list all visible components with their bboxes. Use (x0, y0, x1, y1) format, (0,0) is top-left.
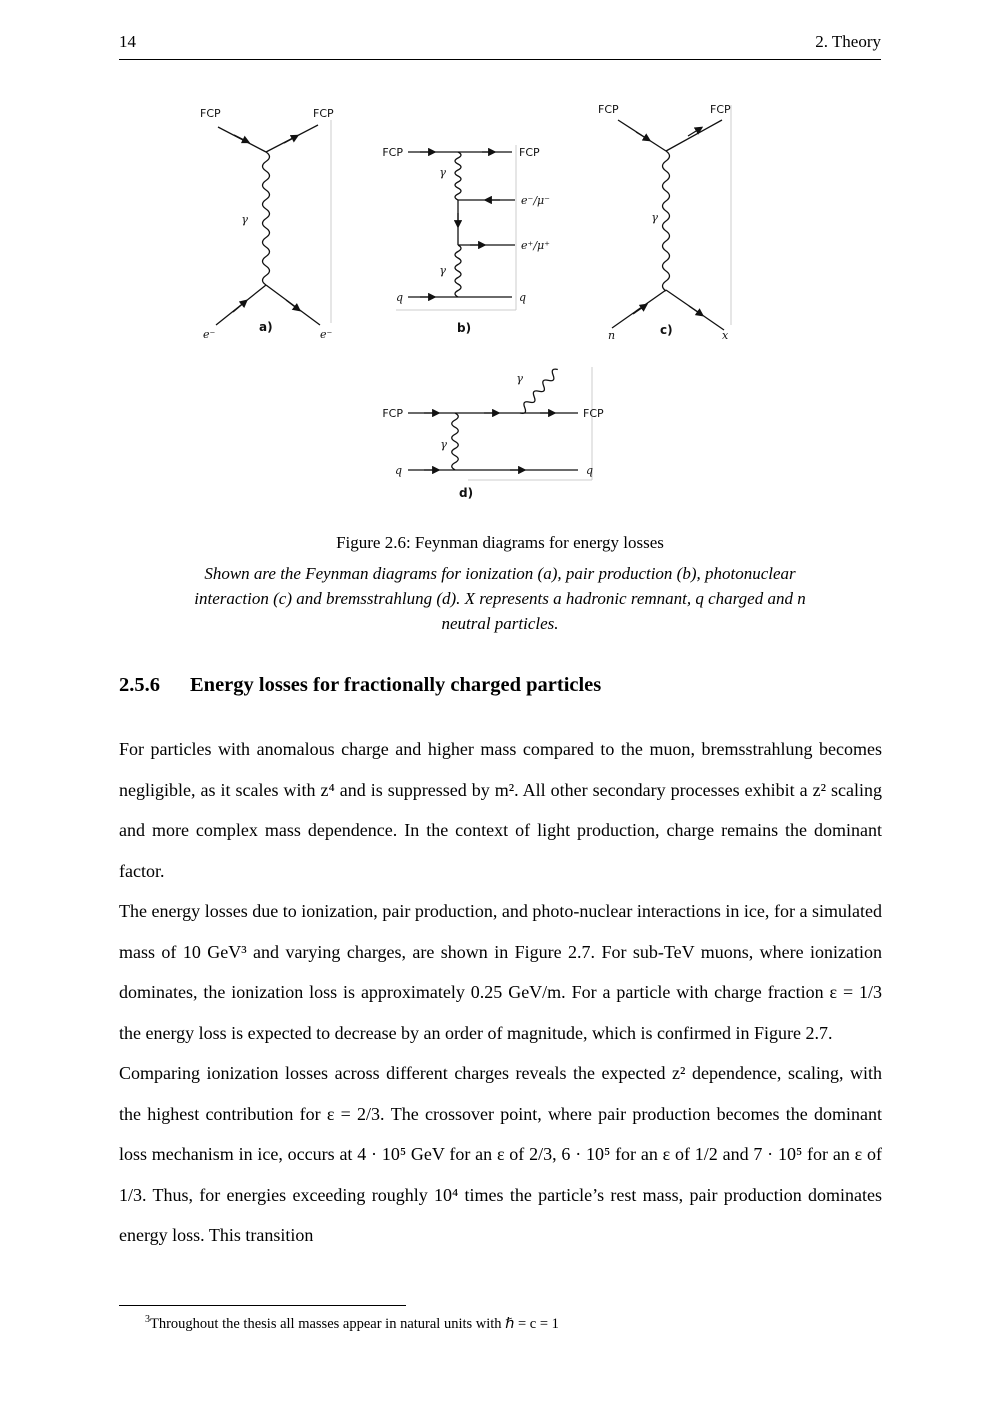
neutral-label: n (608, 329, 616, 342)
fcp-label: FCP (382, 407, 403, 420)
diagram-c-label: c) (660, 323, 673, 337)
page-header (119, 32, 881, 60)
diagram-a-label: a) (259, 320, 273, 334)
diagram-d-label: d) (459, 486, 474, 500)
feynman-diagrams-figure (0, 95, 1000, 515)
electron-label: e⁻ (203, 328, 216, 341)
lepton-plus-label: e⁺/μ⁺ (521, 239, 550, 252)
photon-line (663, 151, 670, 291)
photon-line (517, 367, 560, 415)
fcp-label: FCP (710, 103, 731, 116)
photon-line (455, 245, 461, 297)
paragraph: Comparing ionization losses across different charges reveals the expected z² dependence, scaling, with the highest contribution for ε = 2/3. The crossover point, where pair production becomes the dominant loss mechanism in ice, occurs at 4 · 10⁵ GeV for an ε of 2/3, 6 · 10⁵ for an ε of 1/2 and 7 · 10⁵ for an ε of 1/3. Thus, for energies exceeding roughly 10⁴ times the particle’s rest mass, pair production dominates energy loss. This transition (119, 1063, 882, 1245)
gamma-label: γ (516, 372, 523, 385)
photon-line (452, 413, 459, 470)
quark-label: q (395, 291, 403, 304)
page-number: 14 (119, 32, 136, 51)
figure-caption-line: neutral particles. (441, 614, 559, 633)
remnant-label: x (722, 329, 729, 342)
gamma-label: γ (440, 438, 447, 451)
diagram-b-label: b) (457, 321, 472, 335)
diagram-labels (200, 103, 731, 500)
gamma-label: γ (651, 211, 658, 224)
section-title: Energy losses for fractionally charged particles (190, 674, 602, 696)
section-heading (119, 674, 881, 697)
footnote-rule (119, 1305, 406, 1306)
footnote-marker: 3 (145, 1314, 150, 1325)
fcp-label: FCP (598, 103, 619, 116)
footnote-body: Throughout the thesis all masses appear in natural units with ℏ = c = 1 (150, 1315, 559, 1332)
diagram-a-ionization (216, 125, 320, 325)
footnote-text (119, 1310, 882, 1334)
gamma-label: γ (439, 264, 446, 277)
figure-caption (119, 530, 881, 636)
fcp-label: FCP (519, 146, 540, 159)
fcp-label: FCP (583, 407, 604, 420)
gamma-label: γ (241, 213, 248, 226)
photon-line (263, 152, 270, 285)
fcp-label: FCP (382, 146, 403, 159)
figure-caption-title: Figure 2.6: Feynman diagrams for energy losses (336, 533, 664, 552)
diagram-d-bremsstrahlung (408, 367, 578, 470)
diagram-c-photonuclear (612, 120, 724, 330)
body-text (119, 729, 882, 1256)
photon-line (455, 152, 461, 200)
paragraph: For particles with anomalous charge and higher mass compared to the muon, bremsstrahlung becomes negligible, as it scales with z⁴ and is suppressed by m². All other secondary processes exhibit a z² scaling and more complex mass dependence. In the context of light production, charge remains the dominant factor. (119, 739, 882, 881)
quark-label: q (586, 464, 594, 477)
fcp-label: FCP (200, 107, 221, 120)
figure-caption-line: Shown are the Feynman diagrams for ionization (a), pair production (b), photonuclear (204, 564, 796, 583)
quark-label: q (519, 291, 527, 304)
footnote (119, 1305, 882, 1334)
lepton-minus-label: e⁻/μ⁻ (521, 194, 550, 207)
figure-caption-line: interaction (c) and bremsstrahlung (d). X represents a hadronic remnant, q charged and n (194, 589, 806, 608)
diagram-b-pair-production (408, 152, 515, 297)
gamma-label: γ (439, 166, 446, 179)
electron-label: e⁻ (320, 328, 333, 341)
fcp-label: FCP (313, 107, 334, 120)
paragraph: The energy losses due to ionization, pair production, and photo-nuclear interactions in ice, for a simulated mass of 10 GeV³ and varying charges, are shown in Figure 2.7. For sub-TeV muons, where ionization dominates, the ionization loss is approximately 0.25 GeV/m. For a particle with charge fraction ε = 1/3 the energy loss is expected to decrease by an order of magnitude, which is confirmed in Figure 2.7. (119, 901, 882, 1043)
plot-frame-lines (331, 105, 731, 480)
section-number: 2.5.6 (119, 674, 160, 696)
chapter-title: 2. Theory (815, 32, 881, 51)
quark-label: q (394, 464, 402, 477)
